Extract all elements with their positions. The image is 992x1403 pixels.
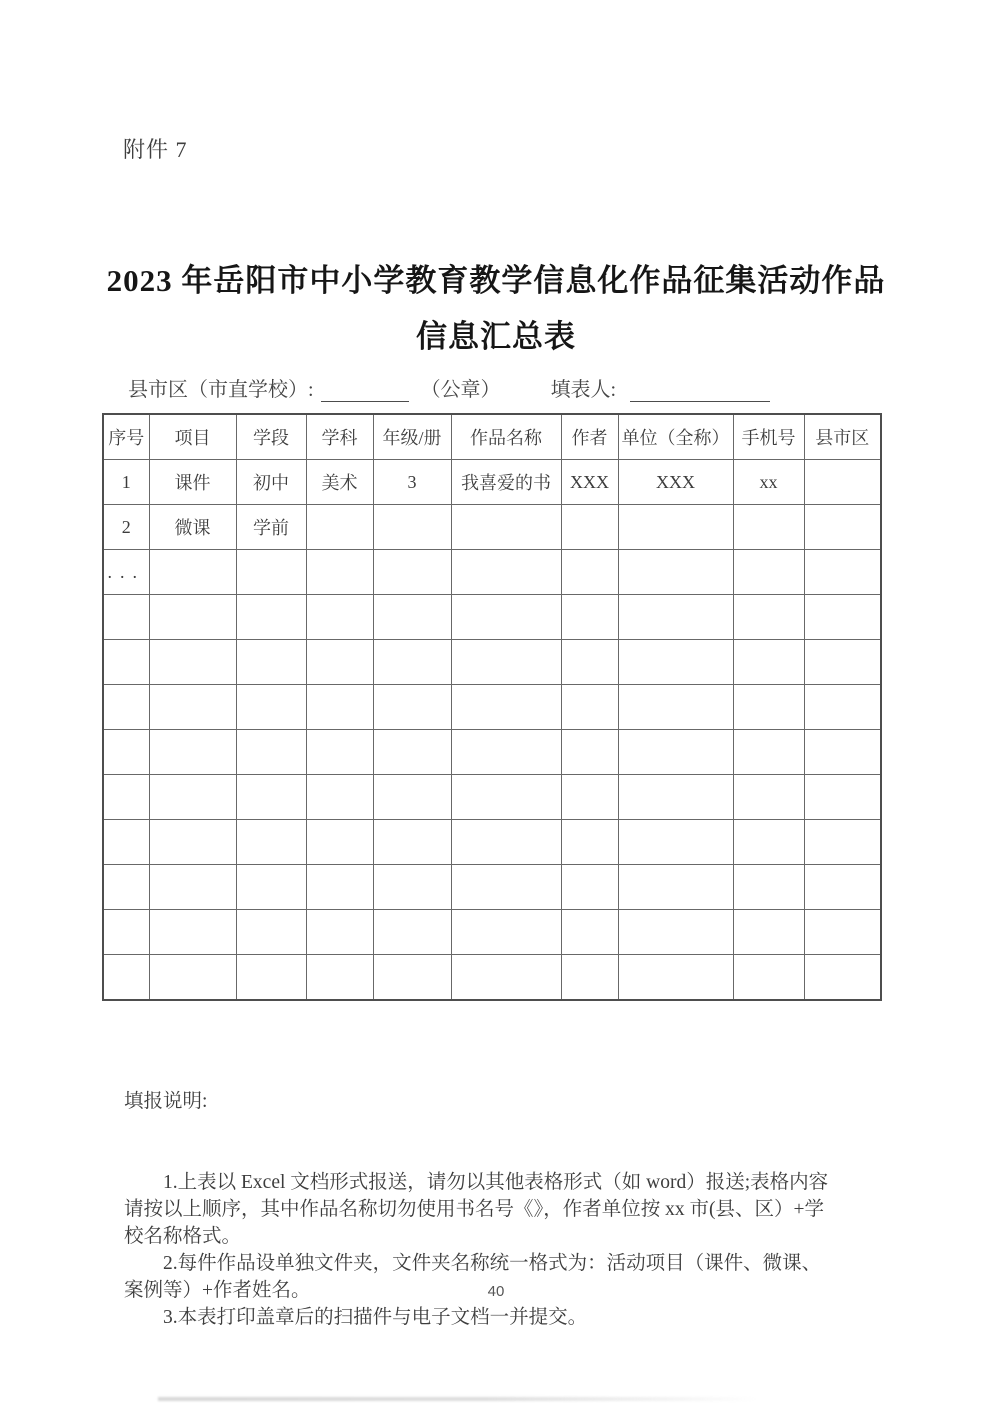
- table-cell: [103, 955, 149, 1001]
- table-row: [103, 550, 881, 595]
- notes-line: 案例等）+作者姓名。: [124, 1280, 311, 1301]
- table-cell: [306, 640, 373, 685]
- notes-lines: [124, 1169, 904, 1331]
- table-cell: [373, 505, 451, 550]
- table-cell: [236, 865, 306, 910]
- table-cell: [733, 910, 804, 955]
- table-cell: [103, 730, 149, 775]
- table-cell: [733, 820, 804, 865]
- table-header-cell: 手机号: [733, 414, 804, 460]
- table-cell: [149, 820, 236, 865]
- table-cell: [236, 775, 306, 820]
- table-cell: [733, 865, 804, 910]
- document-title: [0, 253, 992, 365]
- table-cell: [733, 640, 804, 685]
- table-cell: [618, 820, 733, 865]
- table-cell: 微课: [149, 505, 236, 550]
- region-label: 县市区（市直学校）:: [128, 379, 314, 401]
- table-cell: [561, 505, 618, 550]
- table-cell: [306, 820, 373, 865]
- table-cell: [236, 595, 306, 640]
- table-cell: [149, 685, 236, 730]
- table-cell: [804, 460, 881, 505]
- table-cell: [306, 730, 373, 775]
- table-cell: [451, 640, 561, 685]
- table-cell: [149, 550, 236, 595]
- table-cell: [306, 595, 373, 640]
- table-cell: [733, 505, 804, 550]
- table-cell: [804, 910, 881, 955]
- table-cell: [451, 505, 561, 550]
- table-cell: [618, 505, 733, 550]
- table-cell: [451, 775, 561, 820]
- table-row: [103, 865, 881, 910]
- table-cell: [733, 730, 804, 775]
- table-cell: xx: [733, 460, 804, 505]
- table-cell: [561, 775, 618, 820]
- table-cell: [236, 730, 306, 775]
- table-cell: [373, 865, 451, 910]
- table-cell: [451, 730, 561, 775]
- table-cell: [618, 865, 733, 910]
- table-header-cell: 单位（全称）: [618, 414, 733, 460]
- table-row: [103, 595, 881, 640]
- table-cell: [103, 865, 149, 910]
- table-cell: [149, 955, 236, 1001]
- table-cell: [561, 595, 618, 640]
- table-cell: [149, 730, 236, 775]
- table-cell: [618, 910, 733, 955]
- table-cell: [618, 640, 733, 685]
- table-header-cell: 序号: [103, 414, 149, 460]
- document-title-line2: 信息汇总表: [416, 319, 576, 354]
- table-row: [103, 505, 881, 550]
- table-cell: 美术: [306, 460, 373, 505]
- table-cell: [373, 775, 451, 820]
- table-cell: [373, 550, 451, 595]
- table-cell: [149, 865, 236, 910]
- table-cell: [804, 505, 881, 550]
- table-cell: [451, 865, 561, 910]
- table-header-cell: 学段: [236, 414, 306, 460]
- filler-blank-field: [630, 377, 770, 402]
- table-header-cell: 学科: [306, 414, 373, 460]
- table-cell: [618, 595, 733, 640]
- table-cell: 学前: [236, 505, 306, 550]
- table-cell: [306, 865, 373, 910]
- notes-section: [124, 1034, 904, 1385]
- table-cell: ...: [103, 550, 149, 595]
- table-cell: 3: [373, 460, 451, 505]
- table-cell: [451, 550, 561, 595]
- table-cell: [236, 685, 306, 730]
- table-cell: [149, 910, 236, 955]
- table-cell: [373, 820, 451, 865]
- table-header-cell: 县市区: [804, 414, 881, 460]
- table-cell: [103, 595, 149, 640]
- table-cell: [451, 685, 561, 730]
- table-cell: [804, 730, 881, 775]
- table-cell: 2: [103, 505, 149, 550]
- table-cell: [103, 820, 149, 865]
- table-cell: [373, 640, 451, 685]
- table-cell: [451, 955, 561, 1001]
- table-cell: [306, 550, 373, 595]
- table-cell: [373, 685, 451, 730]
- table-row: [103, 640, 881, 685]
- table-cell: [618, 775, 733, 820]
- table-cell: [561, 820, 618, 865]
- table-cell: [804, 640, 881, 685]
- table-row: [103, 460, 881, 505]
- scan-artifact: [158, 1397, 758, 1401]
- table-cell: [103, 775, 149, 820]
- table-cell: [733, 685, 804, 730]
- table-cell: [618, 550, 733, 595]
- table-cell: [103, 910, 149, 955]
- table-cell: [733, 550, 804, 595]
- table-cell: [561, 910, 618, 955]
- table-cell: [618, 685, 733, 730]
- table-cell: 课件: [149, 460, 236, 505]
- table-cell: [561, 550, 618, 595]
- attachment-label: 附件 7: [123, 137, 188, 162]
- table-head: [103, 414, 881, 460]
- table-cell: [561, 640, 618, 685]
- table-cell: [804, 550, 881, 595]
- table-cell: [451, 595, 561, 640]
- table-cell: [236, 550, 306, 595]
- table-cell: [451, 820, 561, 865]
- table-cell: 初中: [236, 460, 306, 505]
- table-body: [103, 460, 881, 1001]
- table-cell: [561, 955, 618, 1001]
- table-cell: [306, 910, 373, 955]
- table-cell: [306, 685, 373, 730]
- notes-line: 1.上表以 Excel 文档形式报送，请勿以其他表格形式（如 word）报送;表格内容: [124, 1172, 829, 1193]
- table-cell: [236, 910, 306, 955]
- table-cell: [373, 910, 451, 955]
- table-cell: [804, 775, 881, 820]
- table-header-cell: 项目: [149, 414, 236, 460]
- table-row: [103, 775, 881, 820]
- table-cell: [306, 775, 373, 820]
- table-cell: [103, 640, 149, 685]
- table-cell: XXX: [618, 460, 733, 505]
- filler-label: 填表人:: [550, 379, 617, 401]
- table-cell: XXX: [561, 460, 618, 505]
- table-cell: [236, 820, 306, 865]
- table-cell: [618, 955, 733, 1001]
- page-number: 40: [487, 1283, 505, 1300]
- table-cell: [733, 955, 804, 1001]
- table-cell: [306, 955, 373, 1001]
- table-cell: [149, 640, 236, 685]
- table-cell: [561, 685, 618, 730]
- notes-line: 请按以上顺序，其中作品名称切勿使用书名号《》，作者单位按 xx 市(县、区）+学: [124, 1199, 824, 1220]
- table-row: [103, 820, 881, 865]
- table-cell: [804, 955, 881, 1001]
- table-row: [103, 730, 881, 775]
- table-cell: [733, 595, 804, 640]
- table-cell: 1: [103, 460, 149, 505]
- notes-line: 3.本表打印盖章后的扫描件与电子文档一并提交。: [124, 1307, 588, 1328]
- table-cell: [804, 685, 881, 730]
- notes-heading: 填报说明:: [124, 1091, 208, 1112]
- table-header-cell: 作品名称: [451, 414, 561, 460]
- document-title-line1: 2023 年岳阳市中小学教育教学信息化作品征集活动作品: [106, 263, 886, 298]
- table-cell: [804, 865, 881, 910]
- table-row: [103, 910, 881, 955]
- table-cell: [561, 865, 618, 910]
- table-header-cell: 年级/册: [373, 414, 451, 460]
- table-cell: [804, 595, 881, 640]
- table-cell: [373, 595, 451, 640]
- table-cell: [236, 955, 306, 1001]
- table-row: [103, 955, 881, 1001]
- notes-line: 2.每件作品设单独文件夹，文件夹名称统一格式为：活动项目（课件、微课、: [124, 1253, 822, 1274]
- table-cell: [236, 640, 306, 685]
- table-cell: [804, 820, 881, 865]
- table-cell: [103, 685, 149, 730]
- notes-line: 校名称格式。: [124, 1226, 242, 1247]
- table-cell: [733, 775, 804, 820]
- table-cell: [306, 505, 373, 550]
- form-header-line: [128, 372, 770, 402]
- table-row: [103, 685, 881, 730]
- table-cell: [149, 595, 236, 640]
- summary-table: [102, 413, 882, 1001]
- table-cell: [149, 775, 236, 820]
- table-cell: [618, 730, 733, 775]
- table-cell: [451, 910, 561, 955]
- table-header-row: [103, 414, 881, 460]
- seal-label: （公章）: [420, 379, 501, 401]
- table-header-cell: 作者: [561, 414, 618, 460]
- table-cell: [561, 730, 618, 775]
- table-cell: [373, 730, 451, 775]
- table-cell: [373, 955, 451, 1001]
- table-cell: 我喜爱的书: [451, 460, 561, 505]
- region-blank-field: [321, 377, 409, 402]
